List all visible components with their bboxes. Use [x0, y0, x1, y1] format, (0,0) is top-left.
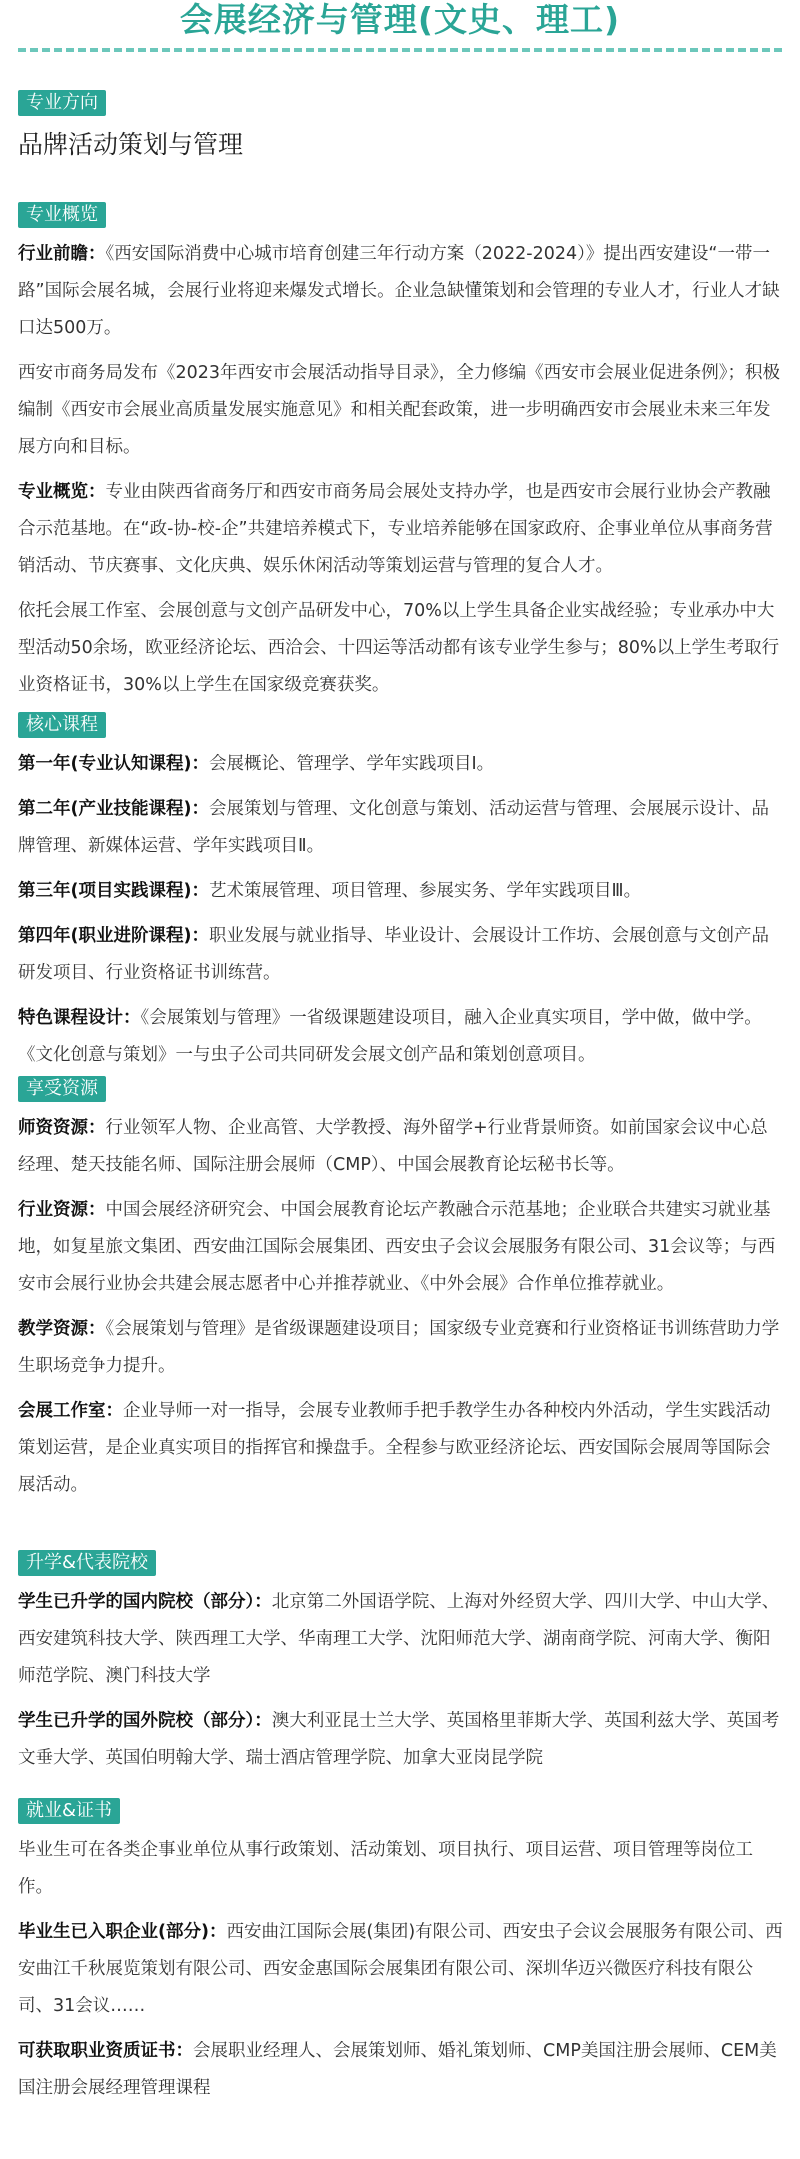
paragraph: [18, 791, 784, 865]
direction-text: 品牌活动策划与管理: [18, 130, 244, 159]
paragraph: [18, 918, 784, 992]
courses-paragraphs: [18, 746, 784, 1074]
paragraph-label: 会展工作室：: [18, 1401, 123, 1421]
schools-paragraphs: [18, 1584, 784, 1777]
paragraph-text: 行业领军人物、企业高管、大学教授、海外留学+行业背景师资。如前国家会议中心总经理、楚天技能名师、国际注册会展师（CMP）、中国会展教育论坛秘书长等。: [18, 1118, 768, 1175]
paragraph-label: 教学资源：: [18, 1319, 106, 1339]
paragraph-text: 毕业生可在各类企事业单位从事行政策划、活动策划、项目执行、项目运营、项目管理等岗位工作。: [18, 1840, 753, 1897]
paragraph: [18, 1000, 784, 1074]
paragraph: [18, 1192, 784, 1303]
paragraph-label: 第四年(职业进阶课程)：: [18, 926, 209, 946]
title-divider: [18, 48, 782, 52]
courses-tag: 核心课程: [18, 712, 106, 738]
paragraph: [18, 1914, 784, 2025]
paragraph-text: 《会展策划与管理》一省级课题建设项目，融入企业真实项目，学中做，做中学。《文化创意与策划》一与虫子公司共同研发会展文创产品和策划创意项目。: [18, 1008, 762, 1065]
paragraph-text: 会展职业经理人、会展策划师、婚礼策划师、CMP美国注册会展师、CEM美国注册会展经理管理课程: [18, 2041, 777, 2098]
section-direction: [18, 90, 784, 162]
section-schools: [18, 1550, 784, 1777]
paragraph-text: 艺术策展管理、项目管理、参展实务、学年实践项目Ⅲ。: [209, 881, 642, 901]
paragraph: [18, 1584, 784, 1695]
paragraph-text: 《会展策划与管理》是省级课题建设项目；国家级专业竞赛和行业资格证书训练营助力学生职场竞争力提升。: [18, 1319, 780, 1376]
paragraph-text: 西安曲江国际会展(集团)有限公司、西安虫子会议会展服务有限公司、西安曲江千秋展览策划有限公司、西安金惠国际会展集团有限公司、深圳华迈兴微医疗科技有限公司、31会议……: [18, 1922, 783, 2016]
paragraph: [18, 1703, 784, 1777]
employment-tag: 就业&证书: [18, 1798, 120, 1824]
paragraph: [18, 1311, 784, 1385]
paragraph: [18, 1393, 784, 1504]
page-title: 会展经济与管理(文史、理工): [179, 0, 621, 39]
paragraph: [18, 1832, 784, 1906]
paragraph-text: 《西安国际消费中心城市培育创建三年行动方案（2022-2024）》提出西安建设“一带一路”国际会展名城，会展行业将迎来爆发式增长。企业急缺懂策划和会管理的专业人才，行业人才缺口达500万。: [18, 244, 780, 338]
paragraph-label: 第三年(项目实践课程)：: [18, 881, 209, 901]
employment-paragraphs: [18, 1832, 784, 2107]
paragraph-text: 专业由陕西省商务厅和西安市商务局会展处支持办学，也是西安市会展行业协会产教融合示范基地。在“政-协-校-企”共建培养模式下，专业培养能够在国家政府、企事业单位从事商务营销活动、节庆赛事、文化庆典、娱乐休闲活动等策划运营与管理的复合人才。: [18, 482, 773, 576]
paragraph: [18, 355, 784, 466]
paragraph-text: 职业发展与就业指导、毕业设计、会展设计工作坊、会展创意与文创产品研发项目、行业资格证书训练营。: [18, 926, 769, 983]
paragraph: [18, 236, 784, 347]
paragraph: [18, 474, 784, 585]
section-courses: [18, 712, 784, 1074]
paragraph-label: 学生已升学的国外院校（部分）：: [18, 1711, 272, 1731]
paragraph-text: 西安市商务局发布《2023年西安市会展活动指导目录》，全力修编《西安市会展业促进条例》；积极编制《西安市会展业高质量发展实施意见》和相关配套政策，进一步明确西安市会展业未来三年发展方向和目标。: [18, 363, 781, 457]
paragraph-label: 毕业生已入职企业(部分)：: [18, 1922, 227, 1942]
paragraph-label: 专业概览：: [18, 482, 106, 502]
paragraph-label: 师资资源：: [18, 1118, 106, 1138]
paragraph-text: 依托会展工作室、会展创意与文创产品研发中心，70%以上学生具备企业实战经验；专业承办中大型活动50余场，欧亚经济论坛、西洽会、十四运等活动都有该专业学生参与；80%以上学生考取行业资格证书，30%以上学生在国家级竞赛获奖。: [18, 601, 780, 695]
paragraph-label: 可获取职业资质证书：: [18, 2041, 193, 2061]
paragraph-label: 行业前瞻：: [18, 244, 106, 264]
paragraph-text: 企业导师一对一指导，会展专业教师手把手教学生办各种校内外活动，学生实践活动策划运营，是企业真实项目的指挥官和操盘手。全程参与欧亚经济论坛、西安国际会展周等国际会展活动。: [18, 1401, 771, 1495]
overview-tag: 专业概览: [18, 202, 106, 228]
paragraph: [18, 1110, 784, 1184]
resources-tag: 享受资源: [18, 1076, 106, 1102]
paragraph-label: 第一年(专业认知课程)：: [18, 754, 209, 774]
paragraph: [18, 2033, 784, 2107]
resources-paragraphs: [18, 1110, 784, 1504]
paragraph-text: 会展概论、管理学、学年实践项目Ⅰ。: [209, 754, 495, 774]
paragraph-label: 行业资源：: [18, 1200, 106, 1220]
overview-paragraphs: [18, 236, 784, 704]
paragraph-label: 特色课程设计：: [18, 1008, 141, 1028]
paragraph: [18, 593, 784, 704]
section-resources: [18, 1076, 784, 1504]
paragraph: [18, 873, 784, 910]
paragraph-label: 第二年(产业技能课程)：: [18, 799, 209, 819]
paragraph: [18, 746, 784, 783]
section-overview: [18, 202, 784, 704]
schools-tag: 升学&代表院校: [18, 1550, 156, 1576]
paragraph-text: 中国会展经济研究会、中国会展教育论坛产教融合示范基地；企业联合共建实习就业基地，如复星旅文集团、西安曲江国际会展集团、西安虫子会议会展服务有限公司、31会议等；与西安市会展行业协会共建会展志愿者中心并推荐就业、《中外会展》合作单位推荐就业。: [18, 1200, 776, 1294]
paragraph-text: 会展策划与管理、文化创意与策划、活动运营与管理、会展展示设计、品牌管理、新媒体运营、学年实践项目Ⅱ。: [18, 799, 769, 856]
paragraph-text: 澳大利亚昆士兰大学、英国格里菲斯大学、英国利兹大学、英国考文垂大学、英国伯明翰大学、瑞士酒店管理学院、加拿大亚岗昆学院: [18, 1711, 780, 1768]
paragraph-label: 学生已升学的国内院校（部分）：: [18, 1592, 272, 1612]
paragraph-text: 北京第二外国语学院、上海对外经贸大学、四川大学、中山大学、西安建筑科技大学、陕西理工大学、华南理工大学、沈阳师范大学、湖南商学院、河南大学、衡阳师范学院、澳门科技大学: [18, 1592, 780, 1686]
direction-tag: 专业方向: [18, 90, 106, 116]
section-employment: [18, 1798, 784, 2107]
